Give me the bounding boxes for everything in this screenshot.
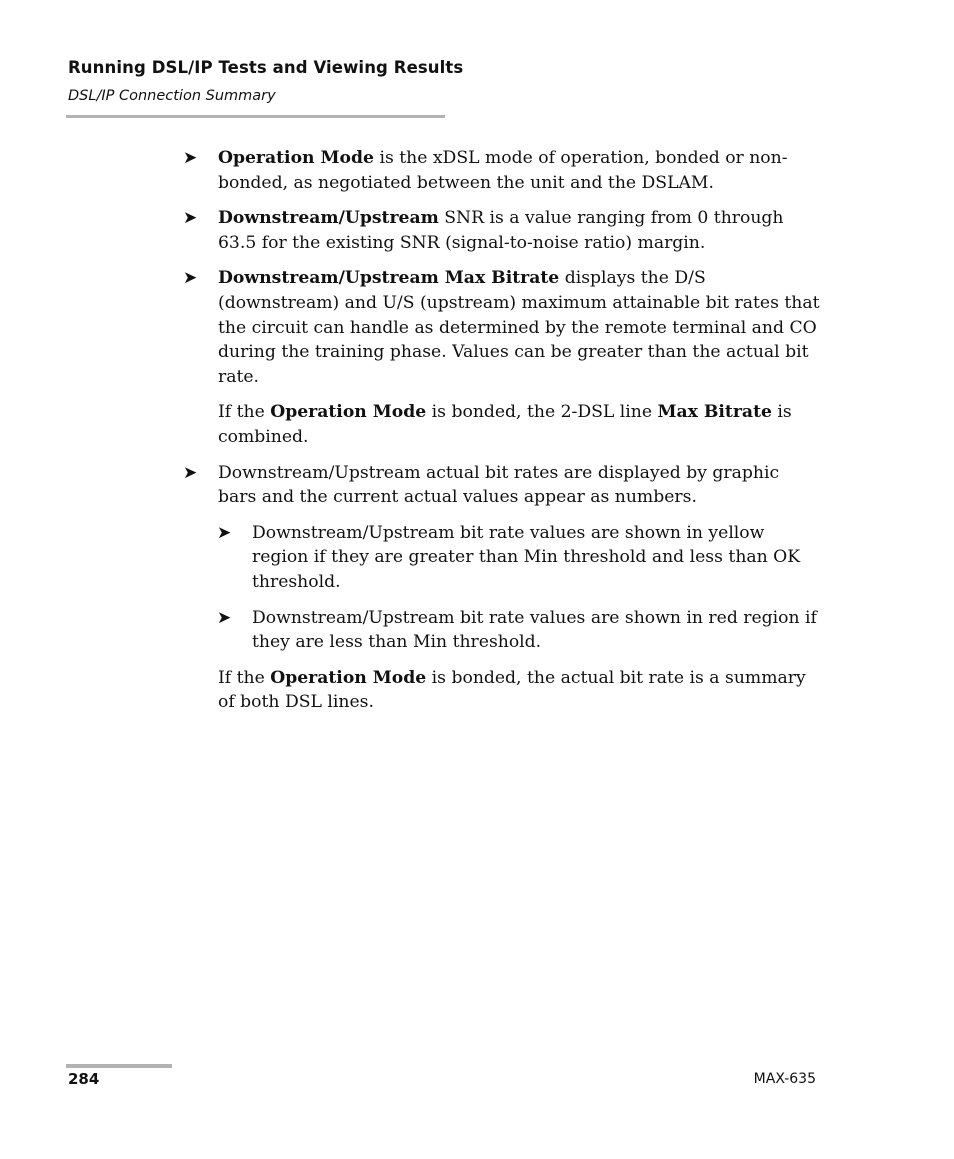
bullet-arrow-icon: ➤ [183,148,198,168]
bullet-arrow-icon: ➤ [217,607,232,628]
sub-list-item-red-region [216,606,822,655]
description-text: Downstream/Upstream actual bit rates are displayed by graphic bars and the current actual values appear as numbers. [218,462,780,508]
term-operation-mode: Operation Mode [270,402,427,423]
list-item-max-bitrate [182,266,822,389]
footer-divider [66,1064,172,1068]
text-segment: If the [218,402,271,423]
text-segment: is combined. [218,402,792,447]
list-item-actual-bit-rates [182,461,822,510]
list-item-snr [182,206,822,255]
bullet-arrow-icon: ➤ [183,268,198,289]
text-segment: If the [218,667,271,688]
bullet-arrow-icon: ➤ [217,522,232,543]
bullet-arrow-icon: ➤ [183,462,198,483]
term-operation-mode: Operation Mode [218,148,374,168]
term-downstream-upstream: Downstream/Upstream [218,208,439,229]
description-text: Downstream/Upstream bit rate values are shown in red region if they are less than Min threshold. [252,607,817,653]
page-number: 284 [68,1070,100,1088]
sub-list-item-yellow-region [216,521,822,595]
text-segment: is bonded, the actual bit rate is a summary of both DSL lines. [218,667,806,713]
term-max-bitrate: Downstream/Upstream Max Bitrate [218,268,560,289]
bullet-arrow-icon: ➤ [183,208,198,229]
description-text: SNR is a value ranging from 0 through 63.5 for the existing SNR (signal-to-noise ratio) margin. [218,208,784,253]
section-subtitle: DSL/IP Connection Summary [68,88,276,104]
description-text: displays the D/S (downstream) and U/S (upstream) maximum attainable bit rates that the circuit can handle as determined by the remote terminal and CO during the training phase. Values can be greater than the actual bit rate. [218,268,820,387]
header-divider [66,115,445,118]
description-text: Downstream/Upstream bit rate values are shown in yellow region if they are greater than Min threshold and less than OK threshold. [252,522,801,592]
text-segment: is bonded, the 2-DSL line [426,402,658,423]
note-paragraph-bonded-actual-rate [182,666,822,715]
term-operation-mode: Operation Mode [270,667,427,688]
note-paragraph-bonded-max-bitrate [182,400,822,449]
main-content [182,146,822,726]
chapter-title: Running DSL/IP Tests and Viewing Results [68,58,464,77]
product-name: MAX-635 [753,1071,816,1087]
term-max-bitrate: Max Bitrate [657,402,772,423]
description-text: is the xDSL mode of operation, bonded or non-bonded, as negotiated between the unit and the DSLAM. [218,148,788,193]
list-item-operation-mode [182,146,822,195]
